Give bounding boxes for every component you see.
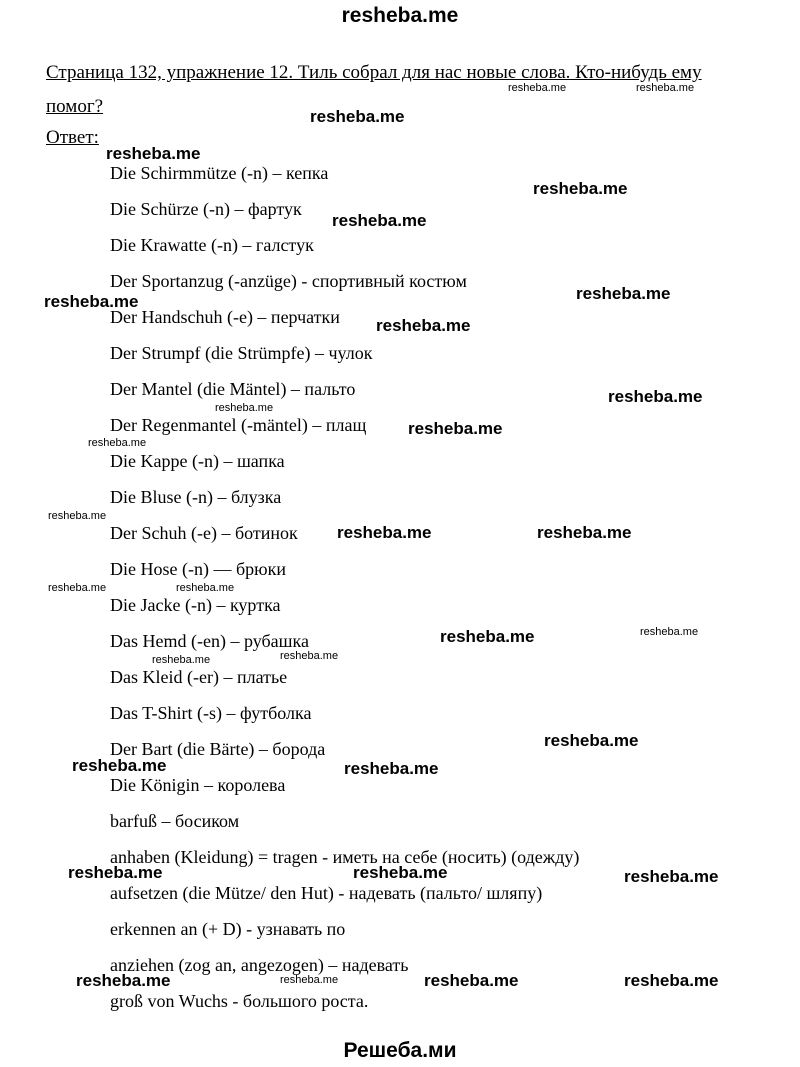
vocab-entry: Das Hemd (-en) – рубашка: [110, 631, 309, 651]
vocab-entry: Der Bart (die Bärte) – борода: [110, 739, 326, 759]
vocab-entry: Die Kappe (-n) – шапка: [110, 451, 285, 471]
watermark-small: resheba.me: [280, 650, 339, 662]
watermark: resheba.me: [353, 863, 448, 882]
watermark: resheba.me: [44, 292, 139, 311]
watermark: resheba.me: [544, 731, 639, 750]
watermark: resheba.me: [576, 284, 671, 303]
watermark: resheba.me: [624, 867, 719, 886]
watermark-small: resheba.me: [88, 437, 147, 449]
vocab-entry: Das T-Shirt (-s) – футболка: [110, 703, 312, 723]
site-footer: Решеба.ми: [343, 1039, 457, 1062]
watermark-small: resheba.me: [636, 82, 695, 94]
vocab-entry: Die Jacke (-n) – куртка: [110, 595, 281, 615]
task-heading: Страница 132, упражнение 12. Тиль собрал для нас новые слова. Кто-нибудь ему помог?: [46, 62, 702, 117]
vocab-entry: Die Schürze (-n) – фартук: [110, 199, 302, 219]
vocab-entry: aufsetzen (die Mütze/ den Hut) - надевать (пальто/ шляпу): [110, 883, 543, 903]
vocab-entry: barfuß – босиком: [110, 811, 240, 831]
watermark: resheba.me: [337, 523, 432, 542]
vocab-entry: Die Hose (-n) — брюки: [110, 559, 286, 579]
watermark: resheba.me: [424, 971, 519, 990]
watermark: resheba.me: [533, 179, 628, 198]
watermark-small: resheba.me: [280, 974, 339, 986]
watermark: resheba.me: [332, 211, 427, 230]
vocab-entry: Der Schuh (-e) – ботинок: [110, 523, 298, 543]
vocab-entry: Die Schirmmütze (-n) – кепка: [110, 163, 329, 183]
vocab-entry: Der Strumpf (die Strümpfe) – чулок: [110, 343, 373, 363]
vocab-entry: anhaben (Kleidung) = tragen - иметь на себе (носить) (одежду): [110, 847, 580, 867]
watermark: resheba.me: [68, 863, 163, 882]
site-header: resheba.me: [341, 4, 459, 27]
watermark: resheba.me: [440, 627, 535, 646]
watermark: resheba.me: [310, 107, 405, 126]
watermark: resheba.me: [537, 523, 632, 542]
vocab-entry: Der Handschuh (-e) – перчатки: [110, 307, 340, 327]
vocab-entry: Der Regenmantel (-mäntel) – плащ: [110, 415, 367, 435]
vocab-entry: Die Königin – королева: [110, 775, 286, 795]
vocab-entry: anziehen (zog an, angezogen) – надевать: [110, 955, 409, 975]
vocab-entry: Der Sportanzug (-anzüge) - спортивный костюм: [110, 271, 467, 291]
watermark-small: resheba.me: [640, 626, 699, 638]
vocab-entry: Der Mantel (die Mäntel) – пальто: [110, 379, 356, 399]
watermark-small: resheba.me: [508, 82, 567, 94]
vocab-entry: Das Kleid (-er) – платье: [110, 667, 288, 687]
watermark-small: resheba.me: [176, 582, 235, 594]
watermark: resheba.me: [624, 971, 719, 990]
answer-label: Ответ:: [46, 127, 99, 148]
watermark: resheba.me: [408, 419, 503, 438]
watermark: resheba.me: [106, 144, 201, 163]
watermark-small: resheba.me: [215, 402, 274, 414]
watermark: resheba.me: [72, 756, 167, 775]
vocab-entry: Die Bluse (-n) – блузка: [110, 487, 282, 507]
watermark: resheba.me: [76, 971, 171, 990]
watermark-small: resheba.me: [48, 582, 107, 594]
watermark: resheba.me: [344, 759, 439, 778]
watermark-small: resheba.me: [48, 510, 107, 522]
watermark: resheba.me: [608, 387, 703, 406]
vocab-entry: groß von Wuchs - большого роста.: [110, 991, 369, 1011]
vocab-entry: erkennen an (+ D) - узнавать по: [110, 919, 346, 939]
watermark-small: resheba.me: [152, 654, 211, 666]
vocab-entry: Die Krawatte (-n) – галстук: [110, 235, 314, 255]
watermark: resheba.me: [376, 316, 471, 335]
